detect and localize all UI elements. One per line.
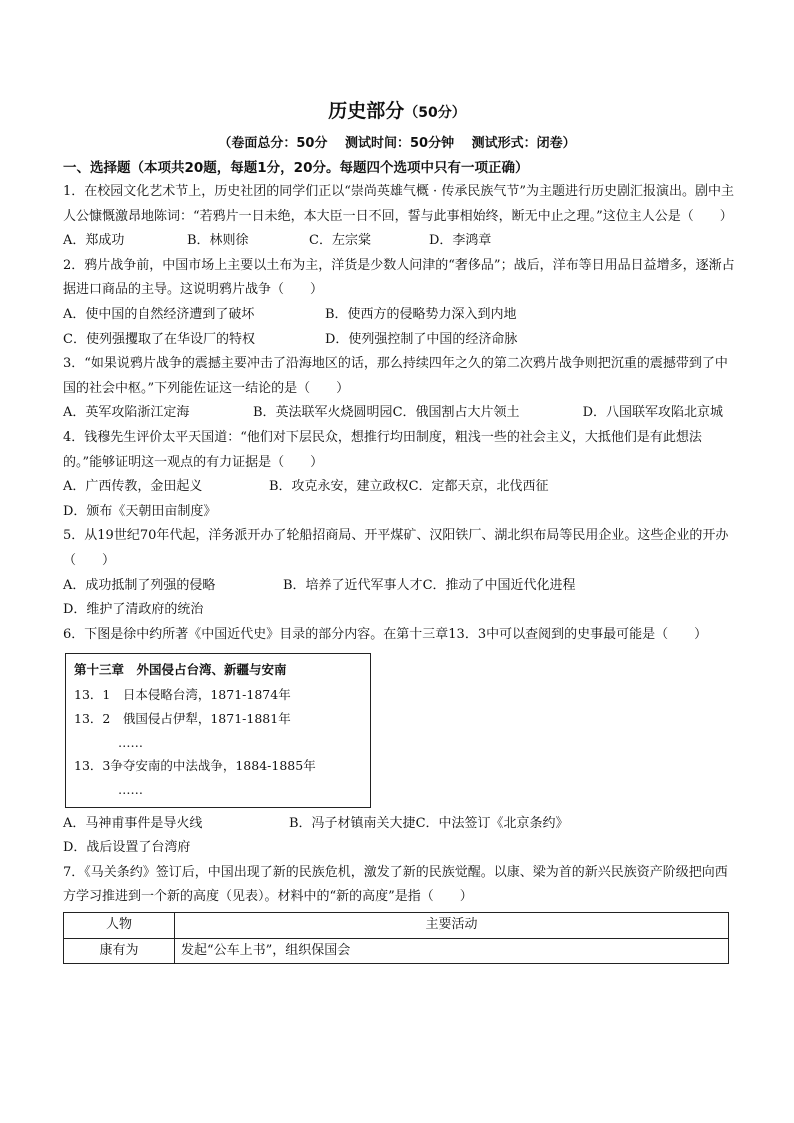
options — [63, 229, 735, 254]
question-6 — [63, 623, 735, 861]
table-cell: 康有为 — [64, 938, 175, 964]
options — [63, 303, 735, 352]
options — [63, 401, 735, 426]
option-d: D．李鸿章 — [429, 233, 492, 249]
option-b: B．使西方的侵略势力深入到内地 — [325, 306, 517, 322]
option-a: A．成功抵制了列强的侵略 — [63, 577, 216, 593]
toc-ellipsis: …… — [118, 735, 143, 751]
toc-ellipsis: …… — [118, 781, 143, 797]
question-stem: 2．鸦片战争前，中国市场上主要以土布为主，洋货是少数人问津的“奢侈品”；战后，洋布等日用品日益增多，逐渐占据进口商品的主导。这说明鸦片战争（ ） — [63, 257, 735, 298]
question-stem: 5．从19世纪70年代起，洋务派开办了轮船招商局、开平煤矿、汉阳铁厂、湖北织布局等民用企业。这些企业的开办（ ） — [63, 528, 729, 568]
question-stem: 3．“如果说鸦片战争的震撼主要冲击了沿海地区的话，那么持续四年之久的第二次鸦片战争则把沉重的震撼带到了中国的社会中枢。”下列能佐证这一结论的是（ ） — [63, 356, 728, 396]
option-c: C．俄国割占大片领土 — [392, 405, 520, 421]
toc-item: 13．3争夺安南的中法战争，1884-1885年 — [74, 758, 316, 774]
question-stem: 6．下图是徐中约所著《中国近代史》目录的部分内容。在第十三章13．3中可以查阅到的史事最可能是（ ） — [63, 626, 708, 642]
question-3 — [63, 352, 735, 426]
option-c: C．推动了中国近代化进程 — [422, 577, 576, 593]
question-stem: 4．钱穆先生评价太平天国道：“他们对下层民众，想推行均田制度，粗浅一些的社会主义，大抵他们是有此想法的。”能够证明这一观点的有力证据是（ ） — [63, 429, 702, 470]
option-b: B．攻克永安，建立政权 — [269, 479, 409, 495]
option-c: C．左宗棠 — [309, 233, 371, 249]
options — [63, 812, 735, 861]
page-title — [0, 96, 794, 123]
option-b: B．英法联军火烧圆明园 — [253, 405, 393, 421]
option-a: A．郑成功 — [63, 233, 125, 249]
option-c: C．中法签订《北京条约》 — [415, 815, 569, 831]
option-a: A．马神甫事件是导火线 — [63, 815, 203, 831]
question-7 — [63, 861, 735, 964]
table-cell: 发起“公车上书”，组织保国会 — [175, 938, 729, 964]
title-score: （50分） — [404, 105, 466, 121]
question-4 — [63, 426, 735, 524]
option-b: B．培养了近代军事人才 — [283, 577, 423, 593]
options — [63, 574, 735, 623]
option-b: B．林则徐 — [187, 233, 249, 249]
option-b: B．冯子材镇南关大捷 — [289, 815, 416, 831]
question-stem: 7．《马关条约》签订后，中国出现了新的民族危机，激发了新的民族觉醒。以康、梁为首的新兴民族资产阶级把向西方学习推进到一个新的高度（见表）。材料中的“新的高度”是指（ ） — [63, 864, 728, 905]
table-row — [64, 938, 729, 964]
column-header: 主要活动 — [175, 913, 729, 939]
question-5 — [63, 524, 735, 622]
option-c: C．使列强攫取了在华设厂的特权 — [63, 331, 255, 347]
activities-table — [63, 912, 729, 964]
table-header-row — [64, 913, 729, 939]
option-d: D．使列强控制了中国的经济命脉 — [325, 331, 518, 347]
table-of-contents — [65, 653, 371, 807]
option-a: A．广西传教，金田起义 — [63, 479, 203, 495]
option-d: D．颁布《天朝田亩制度》 — [63, 503, 217, 519]
question-stem: 1．在校园文化艺术节上，历史社团的同学们正以“崇尚英雄气概 · 传承民族气节”为主题进行历史剧汇报演出。剧中主人公慷慨激昂地陈词：“若鸦片一日未绝，本大臣一日不回，誓与此事相始终，断无中止之理。”这位主人公是（ ） — [63, 184, 734, 224]
toc-item: 13．1 日本侵略台湾，1871-1874年 — [74, 686, 291, 702]
option-d: D．维护了清政府的统治 — [63, 602, 204, 618]
option-d: D．战后设置了台湾府 — [63, 840, 191, 856]
question-1 — [63, 180, 735, 254]
option-a: A．英军攻陷浙江定海 — [63, 405, 190, 421]
question-2 — [63, 254, 735, 352]
column-header: 人物 — [64, 913, 175, 939]
option-a: A．使中国的自然经济遭到了破坏 — [63, 306, 255, 322]
section-heading: 一、选择题（本项共20题，每题1分，20分。每题四个选项中只有一项正确） — [63, 160, 529, 176]
toc-item: 13．2 俄国侵占伊犁，1871-1881年 — [74, 711, 291, 727]
options — [63, 475, 735, 524]
toc-heading: 第十三章 外国侵占台湾、新疆与安南 — [74, 662, 287, 678]
title-text: 历史部分 — [328, 100, 405, 122]
option-c: C．定都天京，北伐西征 — [408, 479, 549, 495]
option-d: D．八国联军攻陷北京城 — [582, 405, 723, 421]
exam-info: （卷面总分：50分 测试时间：50分钟 测试形式：闭卷） — [218, 136, 576, 151]
questions — [63, 180, 735, 964]
